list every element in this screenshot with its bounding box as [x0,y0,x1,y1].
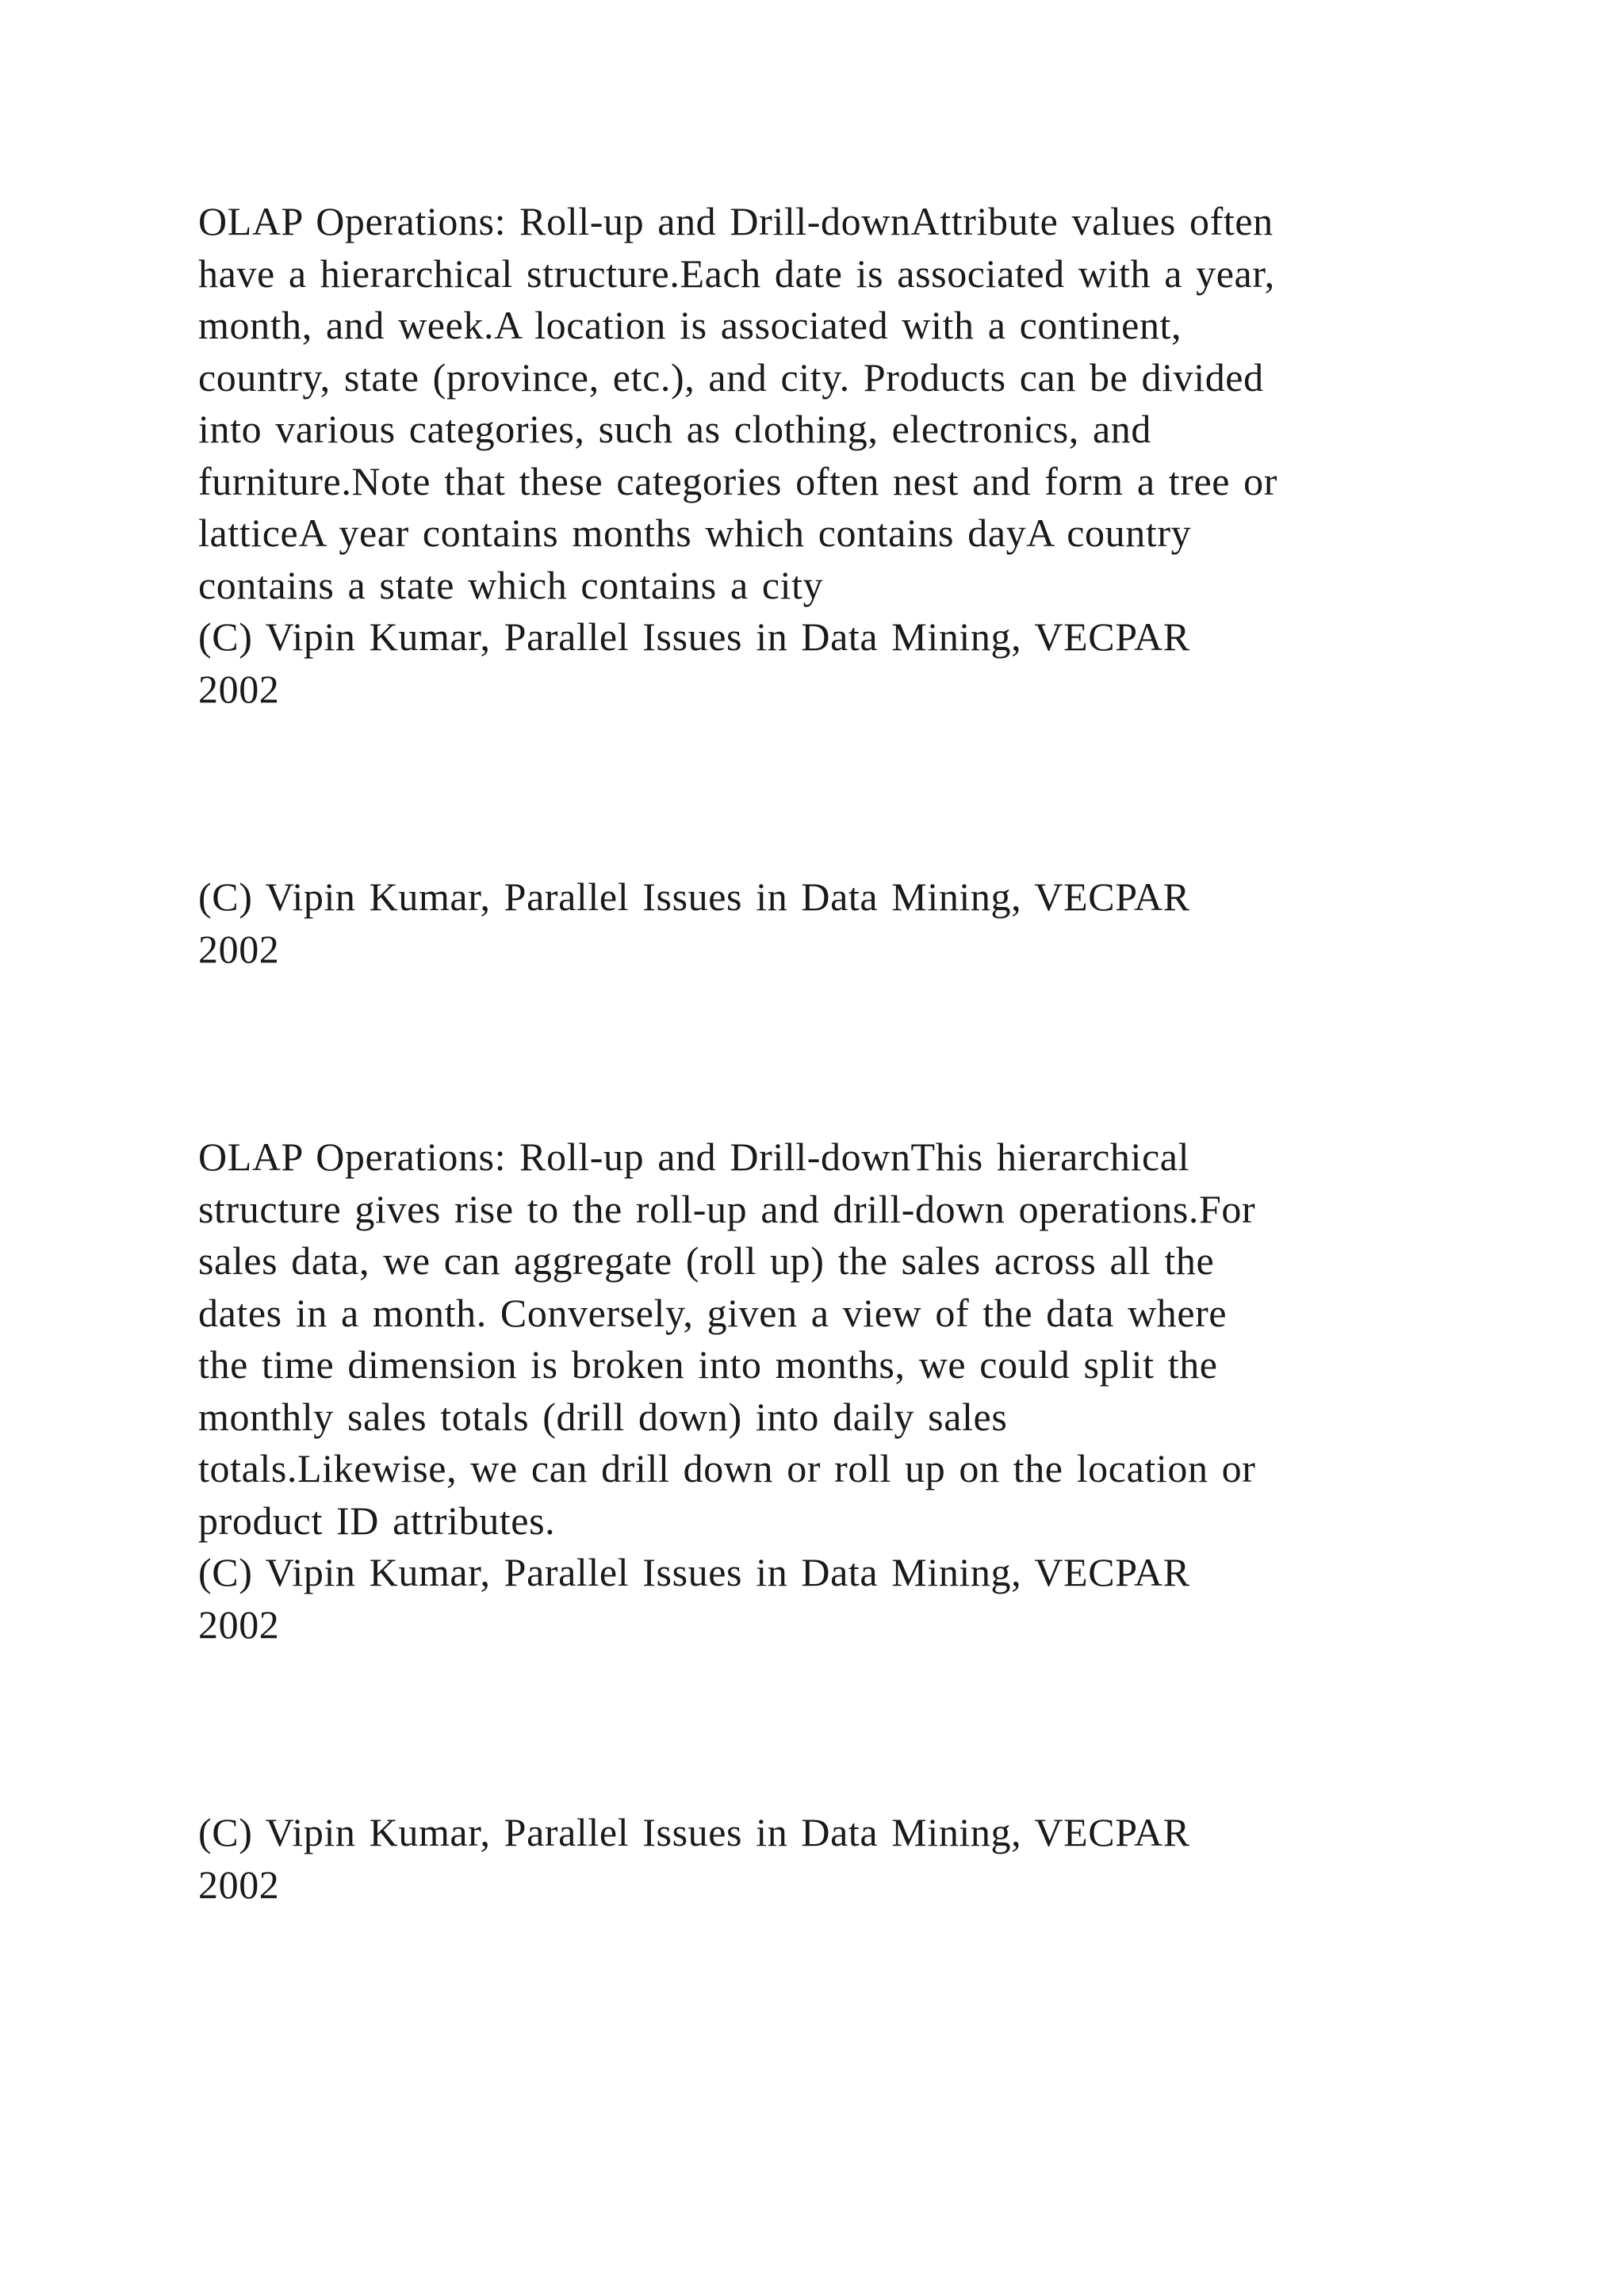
text-line: month, and week.A location is associated with a continent, [198,303,1182,347]
text-line: country, state (province, etc.), and city. Products can be divided [198,354,1264,400]
text-line: 2002 [198,926,280,971]
text-line: dates in a month. Conversely, given a view of the data where [198,1290,1228,1335]
source-credit [198,1547,1467,1651]
text-line: contains a state which contains a city [198,562,824,607]
text-line: 2002 [198,1601,280,1647]
text-line: 2002 [198,666,280,711]
text-line: OLAP Operations: Roll-up and Drill-downThis hierarchical [198,1135,1190,1179]
text-line: totals.Likewise, we can drill down or roll up on the location or [198,1446,1256,1490]
source-credit [198,871,1467,975]
paragraph-roll-up-drill-down-operations [198,1131,1467,1547]
text-line: furniture.Note that these categories often nest and form a tree or [198,458,1278,503]
text-line: have a hierarchical structure.Each date is associated with a year, [198,251,1275,296]
source-credit [198,1807,1467,1911]
text-line: OLAP Operations: Roll-up and Drill-downAttribute values often [198,199,1274,243]
text-line: (C) Vipin Kumar, Parallel Issues in Data Mining, VECPAR [198,614,1190,659]
text-line: latticeA year contains months which contains dayA country [198,511,1192,555]
paragraph-roll-up-drill-down-hierarchy [198,196,1467,611]
text-line: the time dimension is broken into months, we could split the [198,1342,1218,1387]
text-line: 2002 [198,1862,280,1907]
source-credit [198,611,1467,715]
text-line: product ID attributes. [198,1498,556,1543]
text-line: (C) Vipin Kumar, Parallel Issues in Data Mining, VECPAR [198,1810,1190,1854]
text-line: monthly sales totals (drill down) into daily sales [198,1394,1008,1439]
text-line: (C) Vipin Kumar, Parallel Issues in Data Mining, VECPAR [198,874,1190,919]
text-line: structure gives rise to the roll-up and drill-down operations.For [198,1186,1256,1231]
text-line: into various categories, such as clothing, electronics, and [198,407,1151,451]
text-line: sales data, we can aggregate (roll up) the sales across all the [198,1238,1215,1283]
text-line: (C) Vipin Kumar, Parallel Issues in Data Mining, VECPAR [198,1550,1190,1594]
